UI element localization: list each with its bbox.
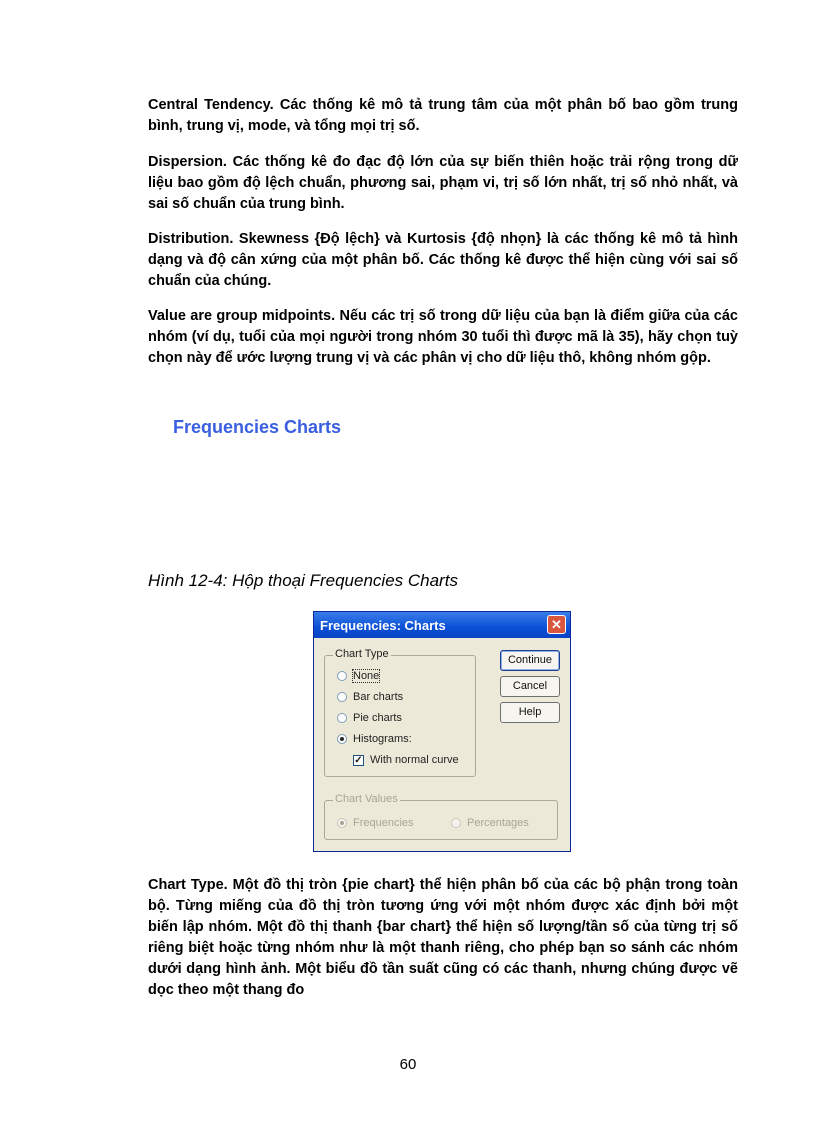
- radio-percentages[interactable]: [451, 817, 529, 829]
- radio-histograms-label: Histograms:: [353, 733, 412, 745]
- radio-pie-circle[interactable]: [337, 713, 347, 723]
- radio-bar-charts[interactable]: [337, 691, 403, 703]
- radio-pie-label: Pie charts: [353, 712, 402, 724]
- figure-caption: Hình 12-4: Hộp thoại Frequencies Charts: [148, 571, 458, 590]
- radio-pie-charts[interactable]: [337, 712, 402, 724]
- paragraph-dispersion: Dispersion. Các thống kê đo đạc độ lớn của sự biến thiên hoặc trải rộng trong dữ liệu bao gồm độ lệch chuẩn, phương sai, phạm vi, trị số lớn nhất, trị số nhỏ nhất, và sai số chuẩn của trung bình.: [148, 154, 738, 212]
- radio-bar-circle[interactable]: [337, 692, 347, 702]
- paragraph-chart-type: Chart Type. Một đồ thị tròn {pie chart} thể hiện phân bố của các bộ phận trong toàn bộ. Từng miếng của đồ thị tròn tương ứng với một nhóm được xác định bởi một biến lập nhóm. Một đồ thị thanh {bar chart} thể hiện số lượng/tần số của từng trị số riêng biệt hoặc từng nhóm như là một thanh riêng, cho phép bạn so sánh các nhóm dưới dạng hình ảnh. Một biểu đồ tần suất cũng có các thanh, nhưng chúng được vẽ dọc theo một thang đo: [148, 877, 738, 998]
- radio-frequencies-label: Frequencies: [353, 817, 414, 829]
- chart-type-label: Chart Type: [335, 648, 389, 660]
- radio-none-label: None: [353, 670, 380, 682]
- checkbox-normal-curve[interactable]: [353, 754, 459, 766]
- close-icon[interactable]: ✕: [547, 615, 566, 634]
- checkbox-normal-curve-label: With normal curve: [370, 754, 459, 766]
- radio-none-circle[interactable]: [337, 671, 347, 681]
- help-button[interactable]: Help: [500, 702, 560, 723]
- cancel-button[interactable]: Cancel: [500, 676, 560, 697]
- radio-none[interactable]: [337, 670, 379, 682]
- chart-values-label: Chart Values: [335, 793, 398, 805]
- radio-histograms[interactable]: [337, 733, 412, 745]
- radio-histograms-circle[interactable]: [337, 734, 347, 744]
- radio-percentages-label: Percentages: [467, 817, 529, 829]
- frequencies-charts-dialog: [313, 611, 571, 852]
- paragraph-central-tendency: Central Tendency. Các thống kê mô tả trung tâm của một phân bố bao gồm trung bình, trung vị, mode, và tổng mọi trị số.: [148, 97, 738, 134]
- chart-type-group: [324, 648, 476, 777]
- chart-values-group: [324, 793, 558, 840]
- check-icon[interactable]: ✓: [354, 754, 363, 766]
- page-number: 60: [399, 1056, 417, 1073]
- radio-frequencies-circle[interactable]: [337, 818, 347, 828]
- continue-button[interactable]: Continue: [500, 650, 560, 671]
- paragraph-group-midpoints: Value are group midpoints. Nếu các trị số trong dữ liệu của bạn là điểm giữa của các nhóm (ví dụ, tuổi của mọi người trong nhóm 30 tuổi thì được mã là 35), hãy chọn tuỳ chọn này để ước lượng trung vị và các phân vị cho dữ liệu thô, không nhóm gộp.: [148, 308, 738, 366]
- dialog-titlebar[interactable]: [314, 612, 570, 638]
- radio-percentages-circle[interactable]: [451, 818, 461, 828]
- radio-frequencies[interactable]: [337, 817, 414, 829]
- section-title: Frequencies Charts: [173, 417, 342, 437]
- radio-bar-label: Bar charts: [353, 691, 404, 703]
- dialog-title: Frequencies: Charts: [320, 617, 446, 633]
- paragraph-distribution: Distribution. Skewness {Độ lệch} và Kurtosis {độ nhọn} là các thống kê mô tả hình dạng và độ cân xứng của một phân bố. Các thống kê được thể hiện cùng với sai số chuẩn của chúng.: [148, 231, 738, 289]
